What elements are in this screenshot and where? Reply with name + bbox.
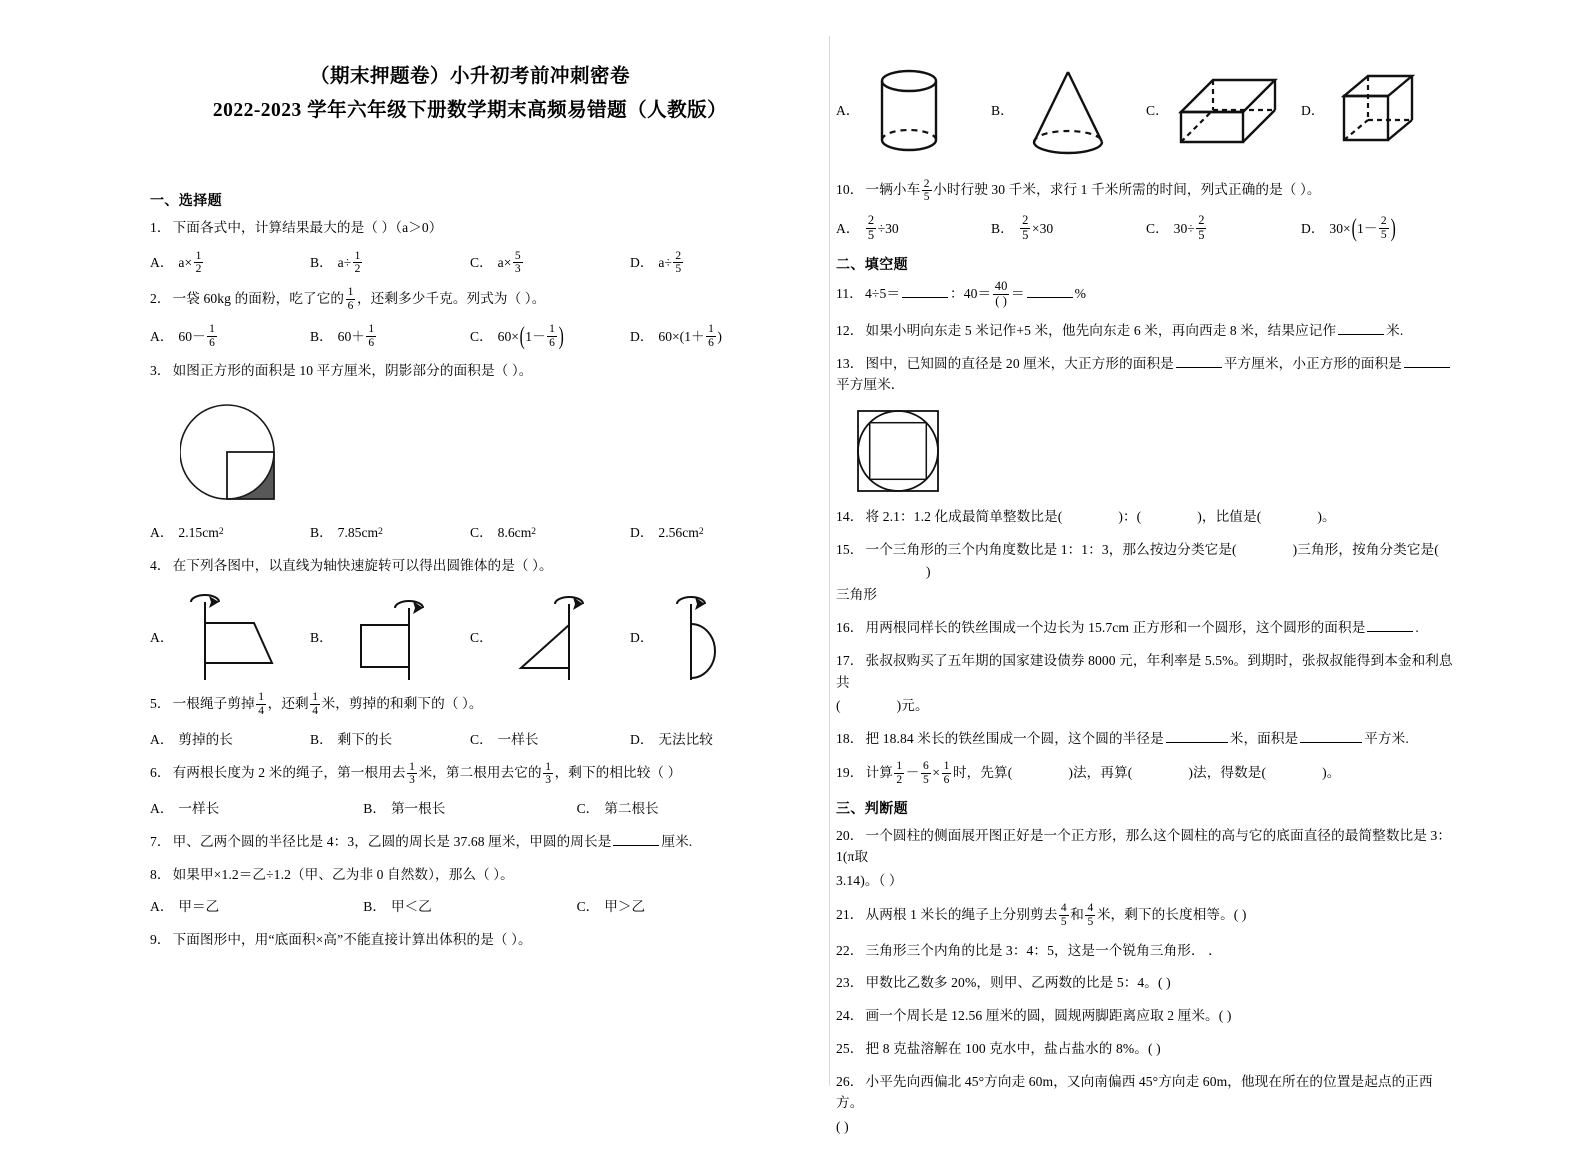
- option-label: B．: [310, 525, 333, 541]
- question-2-options: [150, 324, 790, 350]
- option-value: 第二根长: [604, 801, 659, 817]
- option-expr: 30÷: [1173, 220, 1195, 236]
- question-15: [836, 539, 1456, 583]
- question-21[interactable]: [836, 903, 1456, 929]
- option-value: 7.85cm: [337, 525, 379, 541]
- question-8-text: 如果甲×1.2＝乙÷1.2（甲、乙为非 0 自然数），那么（ ）。: [172, 866, 514, 882]
- answer-blank[interactable]: [1367, 619, 1413, 632]
- section-heading-fill: 二、填空题: [836, 257, 908, 273]
- question-25-text: 把 8 克盐溶解在 100 克水中，盐占盐水的 8%。( ): [865, 1040, 1161, 1056]
- right-paren: ): [1390, 215, 1396, 243]
- option-value: 2.56cm: [658, 525, 699, 541]
- fraction: $\frac{4}{5}$: [1087, 902, 1094, 928]
- question-26-text-part2: ( ): [836, 1119, 849, 1135]
- question-24-text: 画一个周长是 12.56 厘米的圆，圆规两脚距离应取 2 厘米。( ): [865, 1008, 1232, 1024]
- option-value: 甲＜乙: [390, 899, 432, 915]
- question-1-text: 下面各式中，计算结果最大的是（ ）（a＞0）: [172, 220, 443, 236]
- question-22-text: 三角形三个内角的比是 3：4：5，这是一个锐角三角形． ．: [865, 942, 1222, 958]
- option-2-d[interactable]: [630, 324, 790, 350]
- trapezoid-rotation-icon: [179, 588, 297, 684]
- question-7: [150, 831, 790, 853]
- operator: －: [905, 764, 920, 780]
- question-11-text-part3: ＝: [1010, 285, 1025, 301]
- triangle-rotation-icon: [499, 588, 617, 684]
- question-23[interactable]: [836, 972, 1456, 994]
- option-6-c[interactable]: [577, 798, 790, 820]
- cylinder-icon: [865, 56, 961, 162]
- question-18-text-part3: 平方米.: [1364, 731, 1409, 747]
- option-label: A．: [150, 899, 174, 915]
- fraction: $\frac{1}{3}$: [409, 760, 415, 787]
- question-8-number: 8．: [150, 866, 171, 882]
- question-11-text-part2: ：40＝: [950, 285, 992, 301]
- question-23-number: 23．: [836, 975, 864, 991]
- option-label: A．: [150, 328, 174, 344]
- rectangular-prism-icon: [1175, 56, 1287, 162]
- option-expr: a÷: [337, 255, 352, 271]
- question-12-text-part1: 如果小明向东走 5 米记作+5 米，他先向东走 6 米，再向西走 8 米，结果应记作: [865, 322, 1337, 338]
- question-2-text-part1: 一袋 60kg 的面粉，吃了它的: [172, 290, 345, 306]
- question-20: [836, 825, 1456, 869]
- question-6: [150, 761, 790, 787]
- answer-blank[interactable]: [1166, 730, 1228, 743]
- question-9-options: [836, 54, 1456, 164]
- question-15-text-part4: 三角形: [836, 587, 878, 603]
- option-expr: ×30: [1031, 220, 1054, 236]
- option-8-a[interactable]: [150, 896, 363, 918]
- question-2-number: 2．: [150, 290, 171, 306]
- option-9-c[interactable]: [1146, 56, 1301, 162]
- option-label: D．: [630, 525, 654, 541]
- question-20-continuation[interactable]: [836, 870, 1456, 892]
- question-3-options: [150, 522, 790, 544]
- right-column: [836, 52, 1456, 1149]
- question-26-number: 26．: [836, 1073, 864, 1089]
- question-12: [836, 320, 1456, 342]
- question-16-text-part1: 用两根同样长的铁丝围成一个边长为 15.7cm 正方形和一个圆形，这个圆形的面积是: [865, 620, 1366, 636]
- option-8-b[interactable]: [363, 896, 576, 918]
- question-16-number: 16．: [836, 620, 864, 636]
- option-label: B．: [363, 801, 386, 817]
- option-label: D．: [1301, 103, 1325, 118]
- doc-title-line1: （期末押题卷）小升初考前冲刺密卷: [309, 66, 630, 87]
- option-expr: 60×(1＋: [658, 328, 705, 344]
- option-2-b[interactable]: [310, 324, 470, 350]
- question-26: [836, 1071, 1456, 1115]
- fraction: $\frac{1}{2}$: [195, 249, 202, 275]
- right-paren: ): [558, 322, 565, 350]
- option-label: B．: [991, 220, 1014, 236]
- question-3-figure: [180, 393, 790, 516]
- question-3: [150, 360, 790, 382]
- question-25[interactable]: [836, 1038, 1456, 1060]
- answer-blank[interactable]: [1338, 322, 1384, 335]
- option-superscript: 2: [218, 527, 224, 538]
- question-19-text-part4: )法，得数是(: [1188, 764, 1267, 780]
- option-expr: 60－: [178, 328, 206, 344]
- question-7-text-part2: 厘米.: [661, 833, 693, 849]
- fraction: $\frac{4}{5}$: [1060, 902, 1067, 928]
- question-15-text-part2: )三角形，按角分类它是(: [1292, 541, 1439, 557]
- question-14: [836, 506, 1456, 528]
- question-20-number: 20．: [836, 827, 864, 843]
- fraction: $\frac{1}{6}$: [368, 323, 375, 349]
- option-9-a[interactable]: [836, 56, 991, 162]
- question-13-text-part2: 平方厘米，小正方形的面积是: [1223, 355, 1402, 371]
- answer-blank[interactable]: [902, 285, 948, 298]
- circle-with-shaded-square-icon: [180, 393, 300, 511]
- square-rotation-icon: [339, 588, 457, 684]
- question-7-number: 7．: [150, 833, 171, 849]
- question-20-text-part2: 3.14)。（ ）: [836, 873, 903, 889]
- question-16: [836, 617, 1456, 639]
- option-value: 一样长: [497, 731, 539, 747]
- question-26-continuation[interactable]: [836, 1116, 1456, 1138]
- question-1-number: 1．: [150, 220, 171, 236]
- option-4-b[interactable]: [310, 588, 470, 684]
- option-label: C．: [576, 801, 600, 817]
- option-label: C．: [470, 731, 493, 747]
- question-1-options: [150, 250, 790, 276]
- option-1-a[interactable]: [150, 250, 310, 276]
- fraction: $\frac{1}{6}$: [708, 323, 714, 349]
- option-label: D．: [630, 255, 654, 271]
- option-4-d[interactable]: [630, 588, 790, 684]
- question-17-text-part2: (: [836, 698, 841, 714]
- option-5-d[interactable]: [630, 729, 790, 751]
- option-expr: a÷: [658, 255, 672, 271]
- option-label: A．: [836, 220, 860, 236]
- left-column: [150, 60, 790, 962]
- cube-icon: [1330, 56, 1430, 162]
- question-25-number: 25．: [836, 1040, 864, 1056]
- fraction: $\frac{2}{5}$: [1198, 213, 1205, 242]
- option-4-c[interactable]: [470, 588, 630, 684]
- option-superscript: 2: [378, 527, 383, 538]
- option-superscript: 2: [698, 527, 704, 538]
- column-divider: [829, 36, 830, 1086]
- question-15-continuation: [836, 584, 1456, 606]
- option-label: C．: [470, 525, 493, 541]
- question-11-text-part4: %: [1074, 285, 1087, 301]
- option-label: A．: [150, 731, 174, 747]
- option-expr: ÷30: [877, 220, 899, 236]
- option-expr-post: ): [717, 328, 722, 344]
- option-inner: 1－: [525, 328, 546, 344]
- option-6-b[interactable]: [363, 798, 576, 820]
- question-26-text-part1: 小平先向西偏北 45°方向走 60m，又向南偏西 45°方向走 60m，他现在所在的位置是起点的正西方。: [836, 1073, 1433, 1111]
- option-label: C．: [1146, 220, 1169, 236]
- question-9-number: 9．: [150, 932, 171, 948]
- option-expr: 30×: [1329, 220, 1351, 236]
- option-label: D．: [630, 629, 654, 645]
- fraction: $\frac{1}{6}$: [209, 323, 215, 349]
- question-5-text-part3: 米，剪掉的和剩下的（ ）。: [321, 695, 483, 711]
- question-19-number: 19．: [836, 764, 864, 780]
- question-15-text-part1: 一个三角形的三个内角度数比是 1：1：3，那么按边分类它是(: [865, 541, 1237, 557]
- question-14-text-part2: )：(: [1118, 509, 1142, 525]
- fraction: $\frac{1}{4}$: [312, 691, 319, 717]
- option-1-d[interactable]: [630, 250, 790, 276]
- question-2-text-part2: ，还剩多少千克。列式为（ ）。: [356, 290, 546, 306]
- question-20-text-part1: 一个圆柱的侧面展开图正好是一个正方形，那么这个圆柱的高与它的底面直径的最简整数比是 3：1(π取: [836, 827, 1452, 865]
- fraction: $\frac{2}{5}$: [675, 249, 682, 275]
- left-paren: (: [1351, 215, 1357, 243]
- question-10-options: [836, 215, 1456, 243]
- fraction: $\frac{2}{5}$: [1380, 215, 1387, 241]
- question-18-text-part2: 米，面积是: [1229, 731, 1299, 747]
- fraction: $\frac{2}{5}$: [1022, 213, 1029, 242]
- question-11: [836, 281, 1456, 309]
- doc-title-line2: 2022-2023 学年六年级下册数学期末高频易错题（人教版）: [212, 100, 728, 122]
- question-5-text-part2: ，还剩: [267, 695, 309, 711]
- question-17: [836, 650, 1456, 694]
- option-value: 甲＞乙: [604, 899, 646, 915]
- question-18-number: 18．: [836, 731, 864, 747]
- question-15-text-part3: ): [926, 563, 931, 579]
- question-13-text-part3: 平方厘米．: [836, 377, 905, 393]
- option-label: A．: [836, 103, 860, 118]
- left-paren: (: [519, 322, 525, 350]
- option-label: B．: [310, 629, 333, 645]
- option-2-a[interactable]: [150, 324, 310, 350]
- question-11-number: 11．: [836, 285, 863, 301]
- option-10-d[interactable]: [1301, 216, 1456, 242]
- question-9-text: 下面图形中，用“底面积×高”不能直接计算出体积的是（ ）。: [172, 932, 532, 948]
- answer-blank[interactable]: [1300, 730, 1362, 743]
- option-label: D．: [1301, 220, 1325, 236]
- option-5-c[interactable]: [470, 729, 630, 751]
- option-superscript: 2: [531, 527, 537, 538]
- question-21-text-part2: 和: [1070, 906, 1084, 922]
- option-9-b[interactable]: [991, 56, 1146, 162]
- option-label: B．: [310, 328, 333, 344]
- question-6-text-part1: 有两根长度为 2 米的绳子，第一根用去: [172, 765, 406, 781]
- question-14-text-part1: 将 2.1：1.2 化成最简单整数比是(: [865, 509, 1063, 525]
- option-label: C．: [470, 328, 493, 344]
- question-19-text-part5: )。: [1322, 764, 1341, 780]
- option-3-d[interactable]: [630, 522, 790, 544]
- option-label: C．: [576, 899, 600, 915]
- option-9-d[interactable]: [1301, 56, 1441, 162]
- question-22[interactable]: [836, 940, 1456, 962]
- option-label: A．: [150, 525, 174, 541]
- question-10-text-part2: 小时行驶 30 千米，求行 1 千米所需的时间，列式正确的是（ ）。: [933, 182, 1321, 198]
- option-10-a[interactable]: [836, 215, 991, 243]
- option-1-b[interactable]: [310, 250, 470, 276]
- option-4-a[interactable]: [150, 588, 310, 684]
- fraction: $\frac{40}{( )}$: [994, 279, 1008, 308]
- fraction: $\frac{1}{6}$: [943, 760, 950, 786]
- question-4-number: 4．: [150, 557, 171, 573]
- question-6-number: 6．: [150, 765, 171, 781]
- question-19: [836, 761, 1456, 787]
- option-expr: a×: [497, 255, 512, 271]
- question-3-number: 3．: [150, 363, 171, 379]
- option-label: A．: [150, 801, 174, 817]
- question-19-text-part2: 时，先算(: [952, 764, 1013, 780]
- question-5-options: [150, 729, 790, 751]
- question-12-text-part2: 米.: [1386, 322, 1404, 338]
- question-4-text: 在下列各图中，以直线为轴快速旋转可以得出圆锥体的是（ ）。: [172, 557, 553, 573]
- question-15-number: 15．: [836, 541, 864, 557]
- answer-blank[interactable]: [1404, 355, 1450, 368]
- option-inner: 1－: [1357, 220, 1378, 236]
- fraction: $\frac{1}{3}$: [545, 760, 552, 787]
- option-8-c[interactable]: [577, 896, 790, 918]
- option-label: B．: [310, 255, 333, 271]
- question-21-text-part1: 从两根 1 米长的绳子上分别剪去: [865, 906, 1058, 922]
- question-13-number: 13．: [836, 355, 864, 371]
- option-expr: 60×: [497, 328, 519, 344]
- option-value: 一样长: [178, 801, 220, 817]
- option-label: C．: [470, 255, 493, 271]
- fraction: $\frac{5}{3}$: [514, 249, 521, 275]
- option-label: A．: [150, 255, 174, 271]
- question-11-text-part1: 4÷5＝: [864, 285, 901, 301]
- question-13-text-part1: 图中，已知圆的直径是 20 厘米，大正方形的面积是: [865, 355, 1174, 371]
- question-8-options: [150, 896, 790, 918]
- option-3-b[interactable]: [310, 522, 470, 544]
- answer-blank[interactable]: [613, 833, 659, 846]
- question-5-text-part1: 一根绳子剪掉: [172, 695, 255, 711]
- option-1-c[interactable]: [470, 250, 630, 276]
- question-17-text-part1: 张叔叔购买了五年期的国家建设债券 8000 元，年利率是 5.5%。到期时，张叔叔能得到本金和利息共: [836, 652, 1453, 690]
- question-21-number: 21．: [836, 906, 864, 922]
- question-17-continuation: [836, 695, 1456, 717]
- question-24-number: 24．: [836, 1008, 864, 1024]
- question-8: [150, 864, 790, 886]
- fraction: $\frac{2}{5}$: [867, 213, 875, 242]
- fraction: $\frac{2}{5}$: [923, 177, 930, 203]
- option-3-c[interactable]: [470, 522, 630, 544]
- question-17-text-part3: )元。: [896, 698, 929, 714]
- semicircle-rotation-icon: [659, 588, 777, 684]
- option-value: 第一根长: [390, 801, 446, 817]
- option-5-b[interactable]: [310, 729, 470, 751]
- question-3-text: 如图正方形的面积是 10 平方厘米，阴影部分的面积是（ ）。: [172, 363, 533, 379]
- question-14-text-part4: )。: [1317, 509, 1336, 525]
- option-label: C．: [470, 629, 493, 645]
- cone-icon: [1020, 56, 1120, 162]
- option-value: 甲＝乙: [178, 899, 220, 915]
- option-label: C．: [1146, 103, 1169, 118]
- section-heading-choice: 一、选择题: [150, 194, 222, 210]
- option-value: 2.15cm: [178, 525, 219, 541]
- option-value: 剩下的长: [337, 731, 393, 747]
- question-4: [150, 555, 790, 577]
- option-expr: 60＋: [337, 328, 365, 344]
- question-4-options: [150, 588, 790, 684]
- question-6-text-part2: 米，第二根用去它的: [418, 765, 542, 781]
- question-9: [150, 929, 790, 951]
- option-value: 8.6cm: [497, 525, 532, 541]
- question-10-number: 10．: [836, 182, 864, 198]
- square-circle-square-icon: [854, 407, 942, 495]
- question-7-text-part1: 甲、乙两个圆的半径比是 4：3，乙圆的周长是 37.68 厘米，甲圆的周长是: [172, 833, 612, 849]
- option-value: 剪掉的长: [178, 731, 233, 747]
- option-2-c[interactable]: [470, 324, 630, 350]
- question-10-text-part1: 一辆小车: [865, 182, 921, 198]
- question-24[interactable]: [836, 1005, 1456, 1027]
- question-21-text-part3: 米，剩下的长度相等。( ): [1096, 906, 1247, 922]
- question-5-number: 5．: [150, 695, 171, 711]
- answer-blank[interactable]: [1176, 355, 1222, 368]
- fraction: $\frac{1}{6}$: [549, 323, 555, 349]
- fraction: $\frac{6}{5}$: [922, 760, 929, 786]
- option-3-a[interactable]: [150, 522, 310, 544]
- fraction: $\frac{1}{2}$: [896, 760, 903, 786]
- question-23-text: 甲数比乙数多 20%，则甲、乙两数的比是 5：4。( ): [865, 975, 1171, 991]
- question-13: [836, 353, 1456, 397]
- question-5: [150, 692, 790, 718]
- option-5-a[interactable]: [150, 729, 310, 751]
- question-18: [836, 728, 1456, 750]
- question-17-number: 17．: [836, 652, 864, 668]
- question-12-number: 12．: [836, 322, 864, 338]
- question-6-options: [150, 798, 790, 820]
- option-expr: a×: [178, 255, 193, 271]
- fraction: $\frac{1}{6}$: [347, 286, 354, 312]
- question-19-text-part1: 计算: [865, 764, 893, 780]
- option-label: D．: [630, 328, 654, 344]
- option-value: 无法比较: [658, 731, 713, 747]
- option-label: A．: [150, 629, 174, 645]
- fraction: $\frac{1}{2}$: [354, 249, 361, 275]
- option-label: B．: [363, 899, 386, 915]
- question-14-text-part3: )，比值是(: [1197, 509, 1262, 525]
- operator: ×: [932, 764, 941, 780]
- question-2: [150, 287, 790, 313]
- option-10-b[interactable]: [991, 215, 1146, 243]
- question-10: [836, 178, 1456, 204]
- option-6-a[interactable]: [150, 798, 363, 820]
- answer-blank[interactable]: [1027, 285, 1073, 298]
- question-22-number: 22．: [836, 942, 864, 958]
- option-label: B．: [310, 731, 333, 747]
- question-1: [150, 217, 790, 239]
- option-label: B．: [991, 103, 1014, 118]
- option-label: D．: [630, 731, 654, 747]
- section-heading-judge: 三、判断题: [836, 801, 908, 817]
- question-14-number: 14．: [836, 509, 864, 525]
- question-18-text-part1: 把 18.84 米长的铁丝围成一个圆，这个圆的半径是: [865, 731, 1164, 747]
- question-16-text-part2: .: [1415, 620, 1419, 636]
- fraction: $\frac{1}{4}$: [258, 691, 265, 717]
- option-10-c[interactable]: [1146, 215, 1301, 243]
- question-13-figure: [854, 407, 1456, 500]
- question-6-text-part3: ，剩下的相比较（ ）: [554, 765, 682, 781]
- question-19-text-part3: )法，再算(: [1068, 764, 1133, 780]
